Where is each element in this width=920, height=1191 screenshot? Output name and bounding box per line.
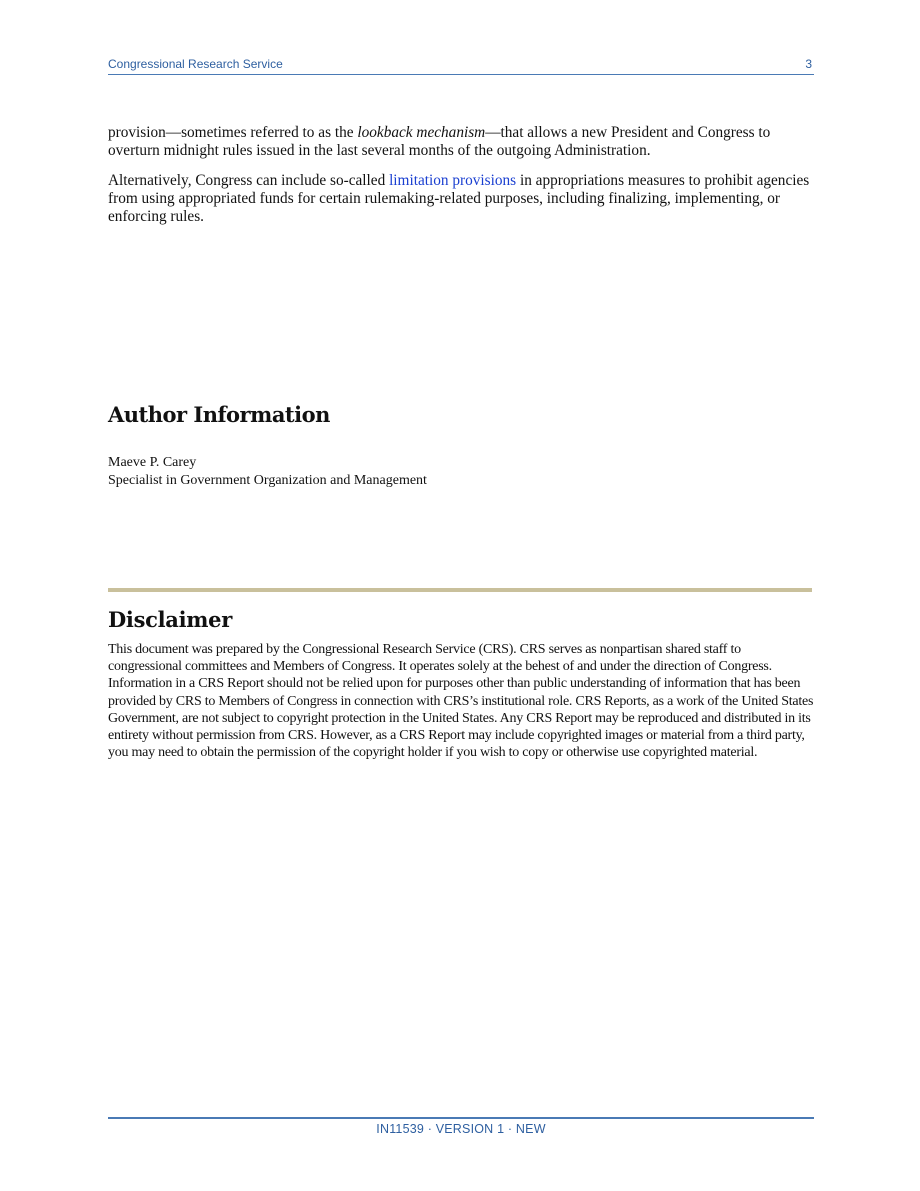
author-heading: Author Information [108, 402, 330, 427]
footer-divider [108, 1117, 814, 1119]
paragraph-text: in appropriations measures to prohibit agencies from using appropriated funds for certain rulemaking-related purposes, including finalizing, implementing, or enforcing rules. [108, 172, 810, 225]
author-name: Maeve P. Carey [108, 455, 197, 470]
page-header [108, 56, 814, 75]
author-title: Specialist in Government Organization and Management [108, 472, 427, 488]
author-block [108, 454, 427, 489]
disclaimer-heading: Disclaimer [108, 607, 233, 632]
paragraph-lookback [108, 124, 814, 160]
header-title: Congressional Research Service [108, 57, 283, 71]
paragraph-text: Alternatively, Congress can include so-called [108, 172, 390, 189]
page-number: 3 [805, 57, 812, 71]
section-divider [108, 588, 812, 592]
paragraph-text: provision—sometimes referred to as the [108, 124, 358, 141]
italic-term: lookback mechanism [357, 124, 486, 141]
disclaimer-text: This document was prepared by the Congressional Research Service (CRS). CRS serves as nonpartisan shared staff to congressional committees and Members of Congress. It operates solely at the behest of and under the direction of Congress. Information in a CRS Report should not be relied upon for purposes other than public understanding of information that has been provided by CRS to Members of Congress in connection with CRS’s institutional role. CRS Reports, as a work of the United States Government, are not subject to copyright protection in the United States. Any CRS Report may be reproduced and distributed in its entirety without permission from CRS. However, as a CRS Report may include copyrighted images or material from a third party, you may need to obtain the permission of the copyright holder if you wish to copy or otherwise use copyrighted material. [108, 642, 814, 761]
limitation-provisions-link[interactable]: limitation provisions [389, 172, 517, 189]
paragraph-limitation [108, 172, 814, 226]
footer-id: IN11539 · VERSION 1 · NEW [376, 1122, 546, 1136]
paragraph-text: —that allows a new President and Congress to overturn midnight rules issued in the last several months of the outgoing Administration. [108, 124, 771, 159]
